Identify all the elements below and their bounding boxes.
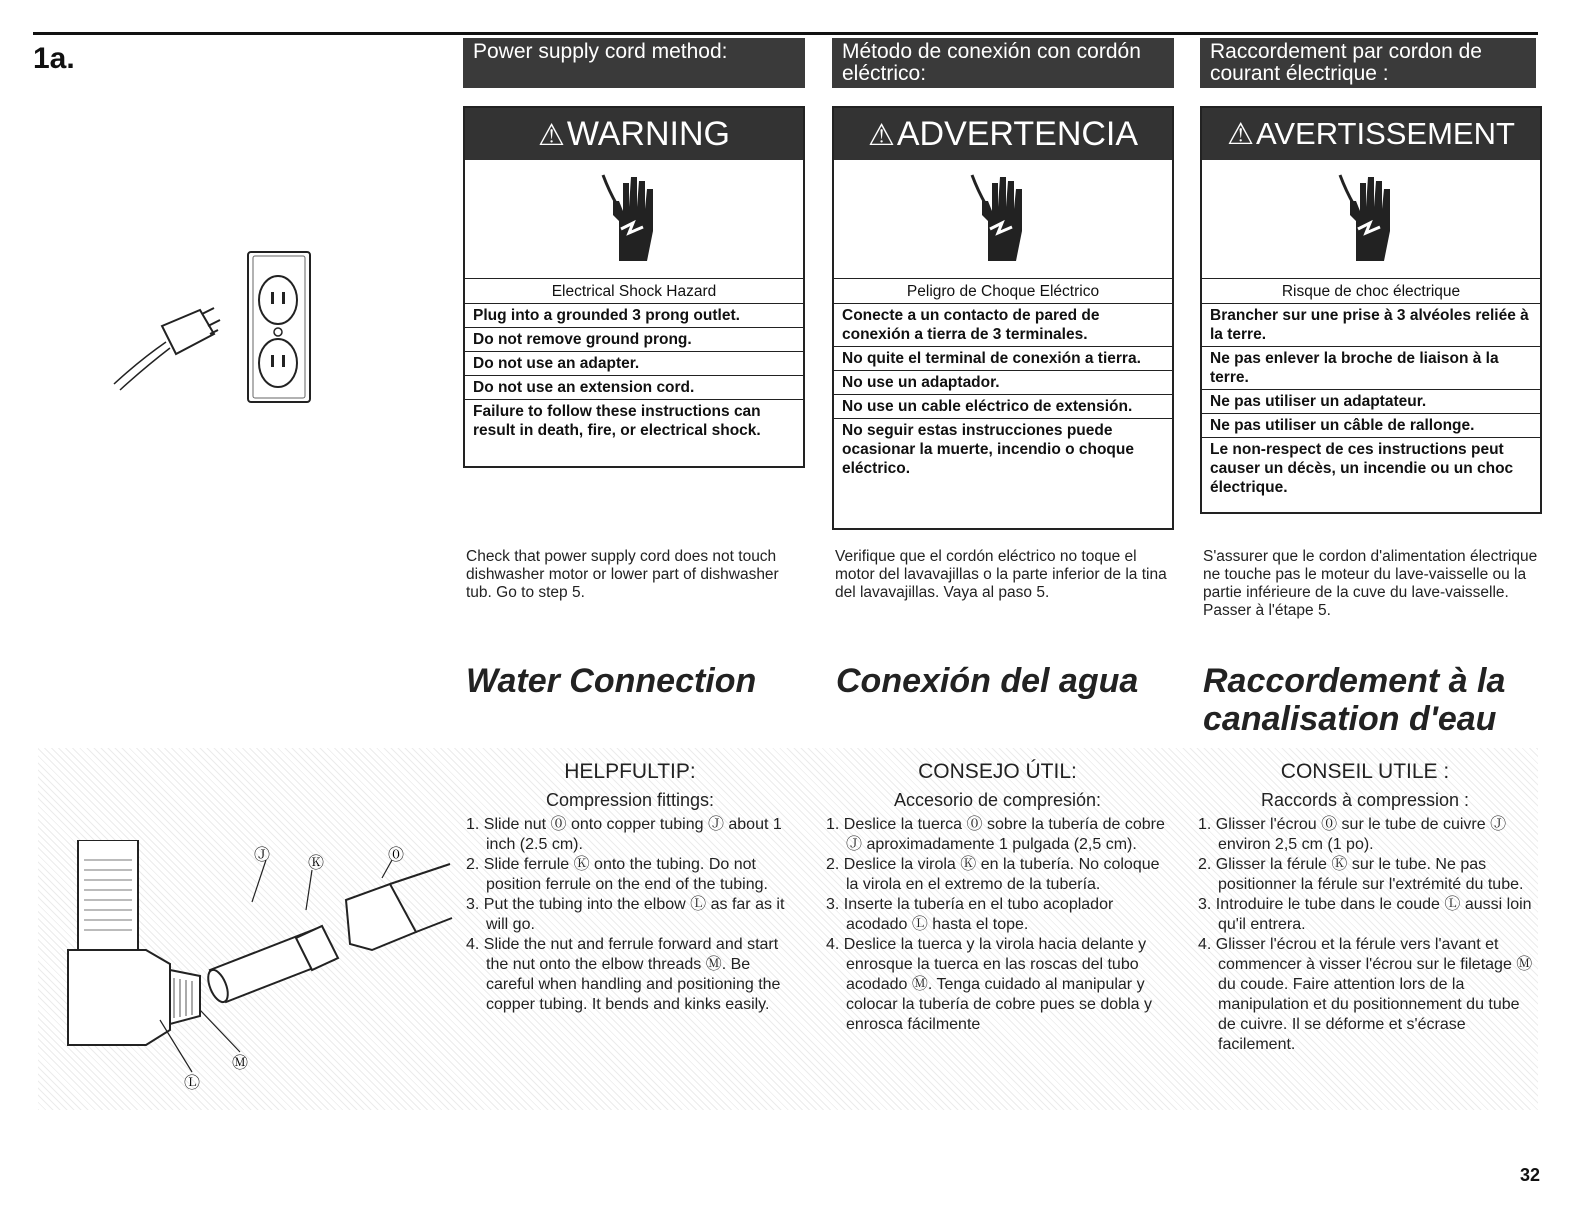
callout-ferrule: Ⓚ — [308, 853, 325, 872]
list-item: 4. Deslice la tuerca y la virola hacia delante y enrosque la tuerca en las roscas del tubo acodado Ⓜ. Tenga cuidado al manipular y colocar la tubería de cobre pues se dobla y enrosca fácilmente — [826, 936, 1152, 1033]
check-paragraph-french: S'assurer que le cordon d'alimentation électrique ne touche pas le moteur du lave-vaisselle ou la partie inférieure de la cuve du lave-vaisselle. Passer à l'étape 5. — [1203, 548, 1538, 619]
shock-hand-icon — [1202, 160, 1540, 279]
tip-subtitle-spanish: Accesorio de compresión: — [893, 790, 1102, 810]
warning-line: Le non-respect de ces instructions peut causer un décès, un incendie ou un choc électrique. — [1210, 441, 1514, 496]
warning-title: ⚠WARNING — [465, 108, 803, 160]
list-item: 2. Glisser la férule Ⓚ sur le tube. Ne pas positionner la férule sur l'extrémité du tube. — [1198, 856, 1524, 893]
list-item: 4. Slide the nut and ferrule forward and start the nut onto the elbow threads Ⓜ. Be careful when handling and positioning the copper tubing. It bends and kinks easily. — [466, 936, 781, 1013]
outlet-illustration — [110, 250, 320, 410]
warning-line: Do not remove ground prong. — [465, 328, 803, 352]
top-rule — [33, 32, 1538, 35]
warning-line: Conecte a un contacto de pared de conexión a tierra de 3 terminales. — [834, 304, 1172, 347]
warning-triangle-icon: ⚠ — [1227, 118, 1254, 151]
list-item: 3. Inserte la tubería en el tubo acoplador acodado Ⓛ hasta el tope. — [826, 896, 1114, 933]
callout-nut: ⓪ — [388, 845, 405, 864]
warning-line: No use un cable eléctrico de extensión. — [834, 395, 1172, 419]
warning-line: No use un adaptador. — [834, 371, 1172, 395]
warning-line: Brancher sur une prise à 3 alvéoles reliée à la terre. — [1202, 304, 1540, 347]
warning-title: ⚠ADVERTENCIA — [834, 108, 1172, 160]
page-number: 32 — [1519, 1165, 1540, 1185]
header-french: Raccordement par cordon de courant électrique : — [1200, 38, 1536, 88]
warning-line: Do not use an adapter. — [465, 352, 803, 376]
tip-title-spanish: CONSEJO ÚTIL: — [918, 760, 1077, 783]
header-spanish: Método de conexión con cordón eléctrico: — [832, 38, 1174, 88]
callout-elbow: Ⓛ — [184, 1073, 201, 1090]
warning-line: Ne pas utiliser un câble de rallonge. — [1202, 414, 1540, 438]
shock-hand-icon — [834, 160, 1172, 279]
section-title-english: Water Connection — [466, 662, 757, 700]
shock-hand-icon — [465, 160, 803, 279]
warning-line: No seguir estas instrucciones puede ocasionar la muerte, incendio o choque eléctrico. — [842, 422, 1134, 477]
tip-steps-spanish — [826, 815, 1174, 1035]
warning-line: No quite el terminal de conexión a tierra. — [834, 347, 1172, 371]
warning-line: Do not use an extension cord. — [465, 376, 803, 400]
list-item: 4. Glisser l'écrou et la férule vers l'avant et commencer à visser l'écrou sur le filetage Ⓜ du coude. Faire attention lors de la manipulation et du positionnement du tube de cuivre. Il se déforme et s'écrase facilement. — [1198, 936, 1533, 1053]
warning-title: ⚠AVERTISSEMENT — [1202, 108, 1540, 160]
check-paragraph-spanish: Verifique que el cordón eléctrico no toque el motor del lavavajillas o la parte inferior de la tina del lavavajillas. Vaya al paso 5. — [835, 548, 1167, 601]
list-item: 1. Glisser l'écrou ⓪ sur le tube de cuivre Ⓙ environ 2,5 cm (1 po). — [1198, 816, 1507, 853]
tip-subtitle-english: Compression fittings: — [545, 790, 715, 810]
list-item: 1. Deslice la tuerca ⓪ sobre la tubería de cobre Ⓙ aproximadamente 1 pulgada (2,5 cm). — [826, 816, 1165, 853]
step-label: 1a. — [33, 42, 75, 75]
warning-line: Failure to follow these instructions can result in death, fire, or electrical shock. — [473, 403, 761, 439]
warning-line: Plug into a grounded 3 prong outlet. — [465, 304, 803, 328]
list-item: 1. Slide nut ⓪ onto copper tubing Ⓙ about 1 inch (2.5 cm). — [466, 816, 782, 853]
compression-fitting-illustration — [60, 840, 460, 1090]
warning-line: Ne pas utiliser un adaptateur. — [1202, 390, 1540, 414]
list-item: 2. Deslice la virola Ⓚ en la tubería. No coloque la virola en el extremo de la tubería. — [826, 856, 1160, 893]
warning-box-spanish — [832, 106, 1174, 530]
hazard-label: Electrical Shock Hazard — [465, 279, 803, 304]
list-item: 3. Put the tubing into the elbow Ⓛ as far as it will go. — [466, 896, 785, 933]
callout-tubing: Ⓙ — [254, 845, 271, 864]
warning-line: Ne pas enlever la broche de liaison à la terre. — [1202, 347, 1540, 390]
section-title-spanish: Conexión del agua — [836, 662, 1139, 700]
tip-title-english: HELPFULTIP: — [564, 760, 696, 783]
tip-steps-french — [1198, 815, 1536, 1055]
warning-box-english — [463, 106, 805, 468]
warning-triangle-icon: ⚠ — [538, 119, 565, 152]
header-english: Power supply cord method: — [463, 38, 805, 88]
check-paragraph-english: Check that power supply cord does not touch dishwasher motor or lower part of dishwasher tub. Go to step 5. — [466, 548, 779, 601]
section-title-french: Raccordement à la canalisation d'eau — [1203, 662, 1506, 738]
tip-subtitle-french: Raccords à compression : — [1260, 790, 1470, 810]
list-item: 3. Introduire le tube dans le coude Ⓛ aussi loin qu'il entrera. — [1198, 896, 1532, 933]
callout-threads: Ⓜ — [232, 1053, 249, 1072]
hazard-label: Risque de choc électrique — [1202, 279, 1540, 304]
warning-box-french — [1200, 106, 1542, 514]
tip-title-french: CONSEIL UTILE : — [1280, 760, 1450, 783]
list-item: 2. Slide ferrule Ⓚ onto the tubing. Do not position ferrule on the end of the tubing. — [466, 856, 768, 893]
hazard-label: Peligro de Choque Eléctrico — [834, 279, 1172, 304]
warning-triangle-icon: ⚠ — [867, 119, 895, 152]
tip-steps-english — [466, 815, 802, 1015]
